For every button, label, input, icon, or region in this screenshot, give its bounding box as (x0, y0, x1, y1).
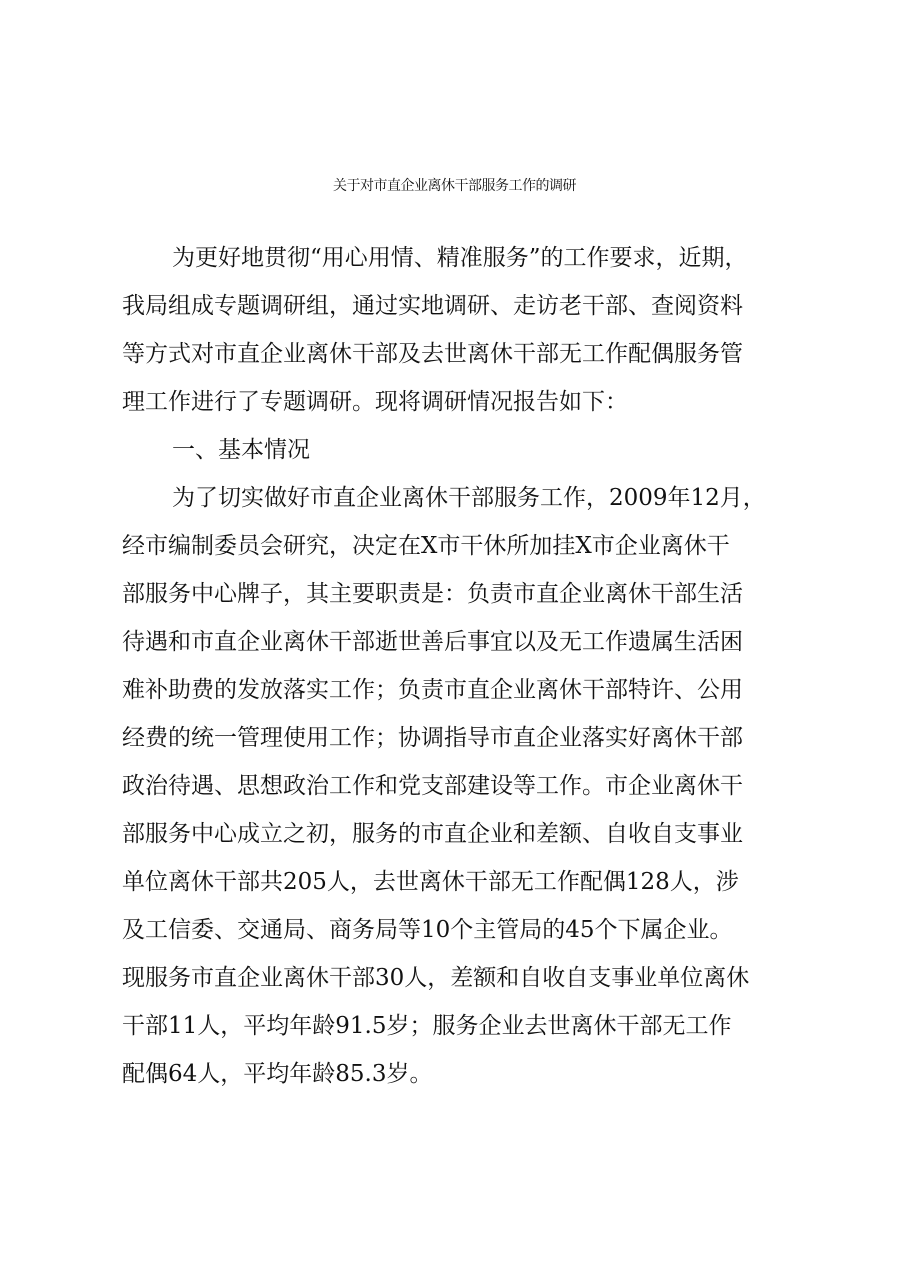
intro-line: 为更好地贯彻“用心用情、精准服务”的工作要求，近期， (172, 245, 748, 271)
section-heading: 一、基本情况 (172, 437, 310, 463)
intro-line: 等方式对市直企业离休干部及去世离休干部无工作配偶服务管 (122, 341, 743, 367)
intro-line: 我局组成专题调研组，通过实地调研、走访老干部、查阅资料 (122, 293, 743, 319)
paragraph-line: 经市编制委员会研究，决定在X市干休所加挂X市企业离休干 (122, 533, 730, 559)
paragraph-line: 待遇和市直企业离休干部逝世善后事宜以及无工作遗属生活困 (122, 629, 743, 655)
paragraph-line: 部服务中心成立之初，服务的市直企业和差额、自收自支事业 (122, 821, 743, 847)
intro-line: 理工作进行了专题调研。现将调研情况报告如下： (122, 389, 628, 415)
paragraph-line: 及工信委、交通局、商务局等10个主管局的45个下属企业。 (122, 917, 733, 943)
paragraph-line: 经费的统一管理使用工作；协调指导市直企业落实好离休干部 (122, 725, 743, 751)
paragraph-line: 部服务中心牌子，其主要职责是：负责市直企业离休干部生活 (122, 581, 743, 607)
paragraph-line: 政治待遇、思想政治工作和党支部建设等工作。市企业离休干 (122, 773, 743, 799)
paragraph-line: 配偶64人，平均年龄85.3岁。 (122, 1061, 433, 1087)
paragraph-line: 为了切实做好市直企业离休干部服务工作，2009年12月， (172, 485, 766, 511)
paragraph-line: 现服务市直企业离休干部30人，差额和自收自支事业单位离休 (122, 965, 750, 991)
paragraph-line: 难补助费的发放落实工作；负责市直企业离休干部特许、公用 (122, 677, 743, 703)
document-title: 关于对市直企业离休干部服务工作的调研 (333, 178, 576, 194)
paragraph-line: 单位离休干部共205人，去世离休干部无工作配偶128人，涉 (122, 869, 739, 895)
paragraph-line: 干部11人，平均年龄91.5岁；服务企业去世离休干部无工作 (122, 1013, 732, 1039)
